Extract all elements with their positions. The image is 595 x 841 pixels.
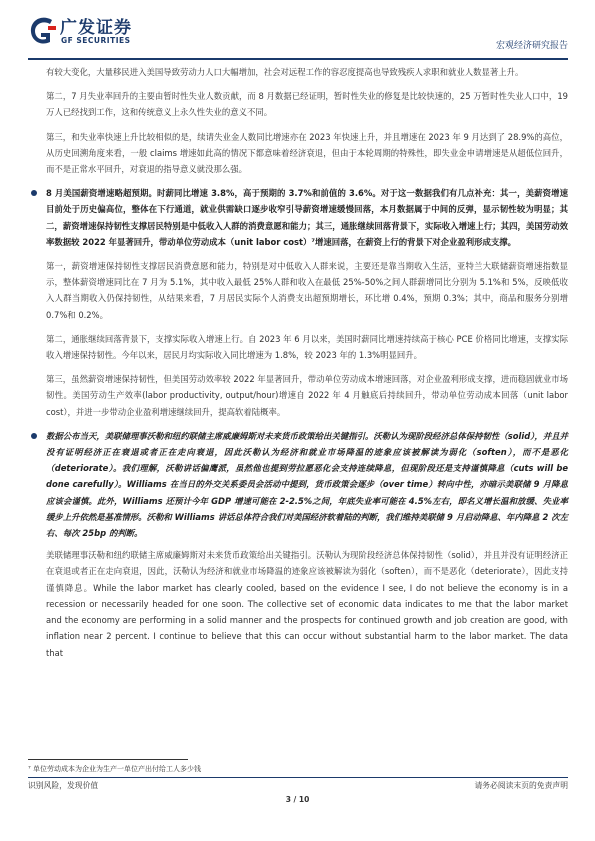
bullet-dot-icon	[31, 190, 37, 196]
page-header	[28, 12, 568, 58]
footer-divider	[28, 777, 568, 778]
paragraph: 第二，7 月失业率回升的主要由暂时性失业人数贡献，而 8 月数据已经证明，暂时性失业的修复是比较快速的，25 万暂时性失业人口中，19 万人已经找到工作，这和传统意义上永久性失业的意义不同。	[46, 91, 568, 118]
paragraph: 第一，薪资增速保持韧性支撑居民消费意愿和能力，特别是对中低收入人群来说，主要还是靠当期收入生活，亚特兰大联储薪资增速指数显示，整体薪资增速同比在 7 月为 5.1%，其中收入最低 25%人群和收入在最低 25%-50%之间人群薪增同比分别为 5.1%和 5%，反映低收入人群当期收入仍保持韧性，从结果来看，7 月居民实际个人消费支出超预期增长，环比增 0.4%，预期 0.3%；其中，商品和服务分别增 0.7%和 0.2%。	[46, 261, 568, 320]
logo-text-cn: 广发证券	[60, 18, 132, 38]
paragraph: 第三，虽然薪资增速保持韧性，但美国劳动效率较 2022 年显著回升，带动单位劳动成本增速回落，对企业盈利形成支撑，进而稳固就业市场韧性。美国劳动生产效率(labor productivity, output/hour)增速自 2022 年 4 月触底后持续回升，带动单位劳动成本回落（unit labor cost），并进一步带动企业盈利增速继续回升，提高软着陆概率。	[46, 374, 568, 417]
bullet-dot-icon	[31, 433, 37, 439]
footer-slogan: 识别风险，发现价值	[28, 781, 99, 790]
logo-text-en: GF SECURITIES	[61, 36, 131, 45]
paragraph: 有较大变化，大量移民进入美国导致劳动力人口大幅增加，社会对远程工作的容忍度提高也导致残疾人求职和就业人数显著上升。	[46, 67, 524, 77]
bullet-fed-guidance	[46, 428, 568, 541]
paragraph: 美联储理事沃勒和纽约联储主席威廉姆斯对未来货币政策给出关键指引。沃勒认为现阶段经济总体保持韧性（solid），并且并没有证明经济正在衰退或者正在走向衰退，因此，沃勒认为经济和就业市场降温的迹象应该被解读为弱化（soften），而不是恶化（deteriorate），因此支持谨慎降息。While the labor market has clearly cooled, based on the evidence I see, I do not believe the economy is in a recession or necessarily headed for one soon. The collective set of economic data indicates to me that the labor market and the economy are performing in a solid manner and the prospects for continued growth and job creation are good, with inflation near 2 percent. I continue to believe that this can occur without substantial harm to the labor market. The data that	[46, 550, 568, 658]
report-body	[46, 64, 568, 661]
paragraph: 第三，和失业率快速上升比较相似的是，续请失业金人数同比增速亦在 2023 年快速上升，并且增速在 2023 年 9 月达到了 28.9%的高位，从历史回溯角度来看，一般 claims 增速如此高的情况下都意味着经济衰退，但由于本轮周期的特殊性，即失业金申请增速是从超低位回升，而不是正常水平回升，对衰退的指导意义就没那么强。	[46, 131, 568, 175]
bullet-wage-growth	[46, 185, 568, 250]
footer-disclaimer: 请务必阅读末页的免责声明	[474, 781, 568, 790]
bullet-text: 数据公布当天，美联储理事沃勒和纽约联储主席威廉姆斯对未来货币政策给出关键指引。沃勒认为现阶段经济总体保持韧性（solid），并且并没有证明经济正在衰退或者正在走向衰退，因此沃勒认为经济和就业市场降温的迹象应该被解读为弱化（soften），而不是恶化（deteriorate）。我们理解，沃勒讲话偏鹰派，虽然他也提到劳拉愿恶化会支持连续降息，但现阶段还是支持谨慎降息（cuts will be done carefully）。Williams 在当日的外交关系委员会活动中提到，货币政策会逐步（over time）转向中性，亦暗示美联储 9 月降息应该会谨慎。此外，Williams 还预计今年 GDP 增速可能在 2-2.5%之间，年底失业率可能在 4.5%左右，即名义增长温和放缓、失业率缓步上升依然是基准情形。沃勒和 Williams 讲话总体符合我们对美国经济软着陆的判断，我们维持美联储 9 月启动降息、年内降息 2 次左右、每次 25bp 的判断。	[46, 430, 568, 539]
gf-logo-icon	[28, 14, 58, 48]
footnote-divider	[28, 759, 188, 760]
company-logo	[28, 12, 188, 56]
bullet-text: 8 月美国薪资增速略超预期。时薪同比增速 3.8%，高于预期的 3.7%和前值的 3.6%。对于这一数据我们有几点补充：其一，美薪资增速目前处于历史偏高位，整体在下行通道，就业供需缺口逐步收窄引导薪资增速缓慢回落，本月数据属于中间的反弹，显示韧性较为明显；其二，薪资增速保持韧性支撑居民特别是中低收入人群的消费意愿和能力；其三，通胀继续回落背景下，实际收入增速上行；其四，美国劳动效率数据较 2022 年显著回升，带动单位劳动成本（unit labor cost）⁷增速回落，在薪资上行的背景下对企业盈利形成支撑。	[46, 188, 568, 247]
paragraph: 第二，通胀继续回落背景下，支撑实际收入增速上行。自 2023 年 6 月以来，美国时薪同比增速持续高于核心 PCE 价格同比增速，支撑实际收入增速保持韧性。今年以来，居民月均实际收入同比增速为 1.8%，较 2023 年的 1.3%明显回升。	[46, 333, 568, 361]
header-divider	[28, 58, 568, 60]
report-type-label: 宏观经济研究报告	[495, 41, 568, 51]
footnote: ⁷ 单位劳动成本为企业为生产一单位产出付给工人多少钱	[28, 765, 202, 773]
page-number: 3 / 10	[285, 795, 310, 804]
